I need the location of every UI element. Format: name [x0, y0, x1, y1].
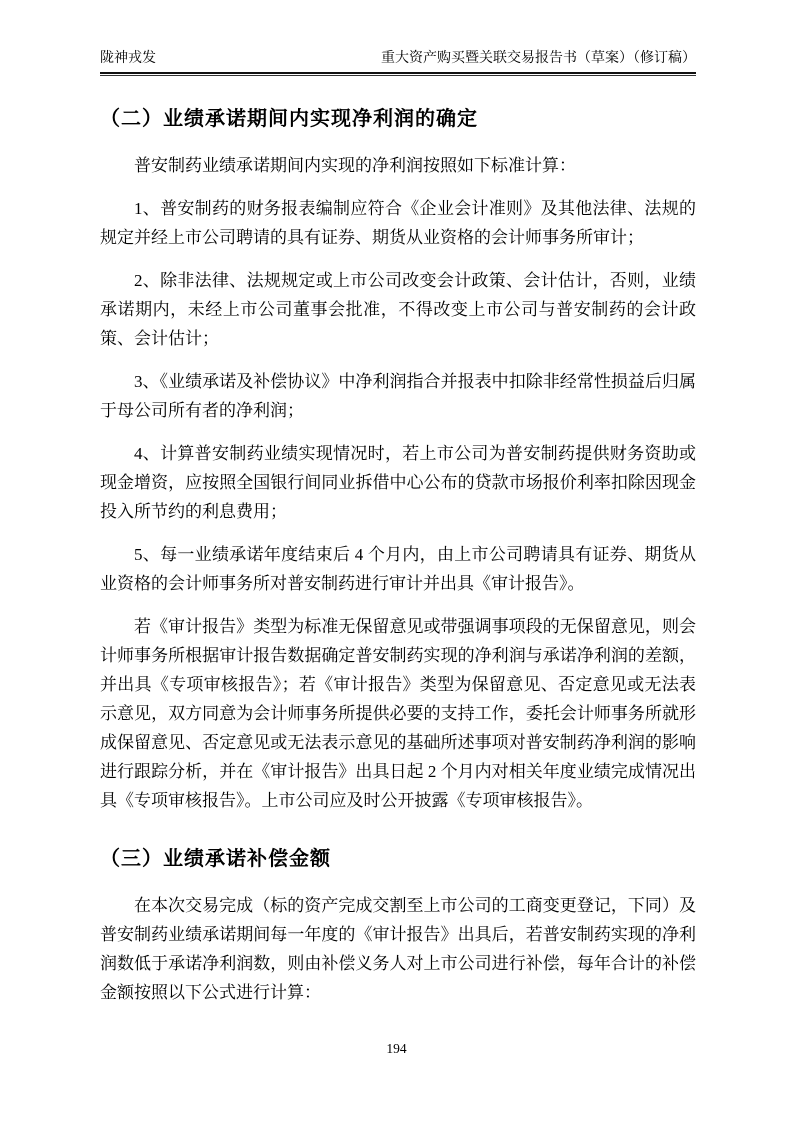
paragraph: 若《审计报告》类型为标准无保留意见或带强调事项段的无保留意见，则会计师事务所根据审计报告数据确定普安制药实现的净利润与承诺净利润的差额，并出具《专项审核报告》；若《审计报告》类型为保留意见、否定意见或无法表示意见，双方同意为会计师事务所提供必要的支持工作，委托会计师事务所就形成保留意见、否定意见或无法表示意见的基础所述事项对普安制药净利润的影响进行跟踪分析，并在《审计报告》出具日起 2 个月内对相关年度业绩完成情况出具《专项审核报告》。上市公司应及时公开披露《专项审核报告》。	[100, 617, 696, 810]
section-heading-3: （三）业绩承诺补偿金额	[100, 848, 331, 870]
paragraph: 普安制药业绩承诺期间内实现的净利润按照如下标准计算：	[134, 156, 576, 175]
page-footer	[0, 1041, 793, 1057]
section-net-profit-determination	[100, 106, 696, 815]
paragraph: 2、除非法律、法规规定或上市公司改变会计政策、会计估计，否则，业绩承诺期内，未经上市公司董事会批准，不得改变上市公司与普安制药的会计政策、会计估计；	[100, 271, 696, 348]
paragraph: 4、计算普安制药业绩实现情况时，若上市公司为普安制药提供财务资助或现金增资，应按照全国银行间同业拆借中心公布的贷款市场报价利率扣除因现金投入所节约的利息费用；	[100, 444, 696, 521]
paragraph: 在本次交易完成（标的资产完成交割至上市公司的工商变更登记，下同）及普安制药业绩承诺期间每一年度的《审计报告》出具后，若普安制药实现的净利润数低于承诺净利润数，则由补偿义务人对上市公司进行补偿，每年合计的补偿金额按照以下公式进行计算：	[100, 896, 696, 1002]
paragraph: 5、每一业绩承诺年度结束后 4 个月内，由上市公司聘请具有证券、期货从业资格的会计师事务所对普安制药进行审计并出具《审计报告》。	[100, 545, 696, 593]
section-heading-2: （二）业绩承诺期间内实现净利润的确定	[100, 108, 478, 130]
header-company-name: 陇神戎发	[100, 51, 156, 66]
page-header	[100, 50, 696, 71]
page-number: 194	[386, 1041, 407, 1056]
section-performance-compensation-amount	[100, 846, 696, 1007]
header-divider	[100, 72, 696, 76]
paragraph: 1、普安制药的财务报表编制应符合《企业会计准则》及其他法律、法规的规定并经上市公司聘请的具有证券、期货从业资格的会计师事务所审计；	[100, 199, 696, 247]
paragraph: 3、《业绩承诺及补偿协议》中净利润指合并报表中扣除非经常性损益后归属于母公司所有者的净利润；	[100, 372, 696, 420]
header-report-title: 重大资产购买暨关联交易报告书（草案）（修订稿）	[381, 51, 696, 66]
